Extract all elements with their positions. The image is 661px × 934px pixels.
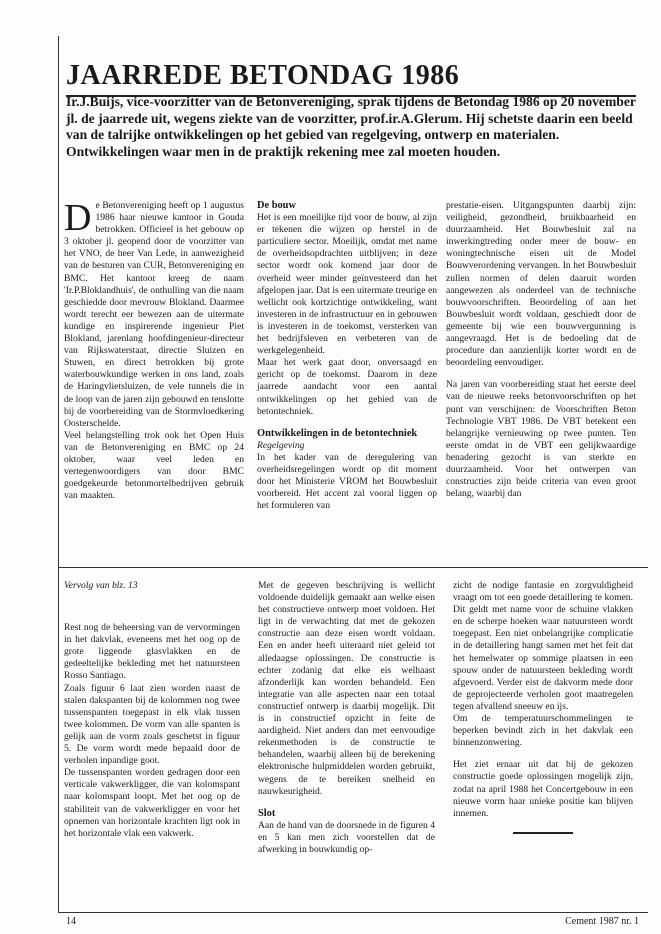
column-5: [258, 580, 435, 856]
paragraph: Na jaren van voorbereiding staat het eerste deel van de nieuwe reeks betonvoorschriften op het punt van verschijnen: de Voorschriften Beton Technologie VBT 1986. De VBT betekent een belangrijke vernieuwing op twee punten. Ten eerste omdat in de VBT een gelijkwaardige benadering gezocht is van sterkte en duurzaamheid. Voor het ontwerpen van constructies zijn beide criteria van even groot belang, waarbij dan: [446, 379, 636, 500]
article-title: JAARREDE BETONDAG 1986: [66, 59, 636, 97]
intro-paragraph: De Betonvereniging heeft op 1 augustus 1986 haar nieuwe kantoor in Gouda betrokken. Officieel is het gebouw op 3 oktober jl. geopend door de voorzitter van het VNO, de heer Van Lede, in aanwezigheid van de besturen van CUR, Betonvereniging en BMC. Het kantoor kreeg de naam 'Ir.P.Bloklandhuis', de onthulling van die naam geschiedde door mevrouw Blokland. Daarmee wordt terecht eer bewezen aan de uitermate kundige en inspirerende ingenieur Piet Blokland, jarenlang hoofdingenieur-directeur van Rijkswaterstaat, directie Sluizen en Stuwen, en direct betrokken bij grote waterbouwkundige werken in ons land, zoals de Haringvlietsluizen, de vele tunnels die in de loop van de jaren zijn gebouwd en tenslotte bij de voorbereiding van de Stormvloedkering Oosterschelde.: [64, 197, 244, 429]
paragraph: Rest nog de beheersing van de vervormingen in het dakvlak, eveneens met het oog op de grote liggende glasvlakken en de gedeeltelijke bekleding met het natuursteen Rosso Santiago.: [64, 622, 240, 682]
article-lead: Ir.J.Buijs, vice-voorzitter van de Betonvereniging, sprak tijdens de Betondag 1986 op 20 november jl. de jaarrede uit, wegens ziekte van de voorzitter, prof.ir.A.Glerum. Hij schetste daarin een beeld van de talrijke ontwikkelingen op het gebied van regelgeving, ontwerp en materialen. Ontwikkelingen waar men in de praktijk rekening mee zal moeten houden.: [66, 94, 636, 159]
section-heading-ontwikkelingen: Ontwikkelingen in de betontechniek: [257, 427, 418, 439]
paragraph: Aan de hand van de doorsnede in de figuren 4 en 5 kan men zich voorstellen dat de afwerking in bouwkundig op-: [258, 819, 435, 855]
section-divider: [58, 567, 648, 568]
paragraph: Veel belangstelling trok ook het Open Huis van de Betonvereniging en BMC op 24 oktober, waar veel leden en vertegenwoordigers van door BMC goedgekeurde betonmortelbedrijven gebruik van maakten.: [64, 429, 244, 502]
paragraph: De tussenspanten worden gedragen door een verticale vakwerkligger, die van kolomspant naar kolomspant loopt. Met het oog op de stabiliteit van de vakwerkligger en voor het opnemen van horizontale krachten ligt ook in het horizontale vlak een vakwerk.: [64, 767, 240, 839]
paragraph: prestatie-eisen. Uitgangspunten daarbij zijn: veiligheid, gezondheid, bruikbaarheid en duurzaamheid. Het Bouwbesluit zal na inwerkingtreding onder meer de bouw- en woningtechnische eisen uit de Model Bouwverordening vervangen. In het Bouwbesluit zullen normen of delen daaruit worden aangewezen als onderdeel van de technische bouwvoorschriften. Beoordeling of aan het Bouwbesluit wordt voldaan, geschiedt door de gemeente bij wie een bouwvergunning is aangevraagd. Het is de bedoeling dat de procedure dan aanzienlijk korter wordt en de beoordeling eenvoudiger.: [446, 200, 636, 369]
end-of-article-mark: [513, 832, 573, 834]
footer-rule: [58, 912, 648, 913]
paragraph: Om de temperatuurschommelingen te beperken bevindt zich in het dakvlak een binnenzonwering.: [453, 713, 633, 749]
publication-info: Cement 1987 nr. 1: [565, 916, 639, 927]
section-heading-de-bouw: De bouw: [257, 200, 296, 211]
paragraph: Het is een moeilijke tijd voor de bouw, al zijn er tekenen die wijzen op herstel in de particuliere sector. Moeilijk, omdat met name de overheidsopdrachten uitblijven; in deze sector wordt ook komend jaar door de overheid weer minder geïnvesteerd dan het afgelopen jaar. Dat is een uitermate treurige en wellicht ook kortzichtige ontwikkeling, want investeren in de infrastructuur en in gebouwen is investeren in de toekomst, versterken van het bedrijfsleven en verbeteren van de werkgelegenheid.: [257, 212, 437, 357]
column-4: [64, 580, 240, 840]
column-2: [257, 200, 437, 512]
paragraph: In het kader van de deregulering van overheidsregelingen wordt op dit moment door het Ministerie VROM het Bouwbesluit voorbereid. Het accent zal vooral liggen op het formuleren van: [257, 451, 437, 512]
section-heading-slot: Slot: [258, 807, 276, 819]
subheading-regelgeving: Regelgeving: [257, 439, 305, 451]
paragraph: Maar het werk gaat door, onversaagd en gericht op de toekomst. Daarom in deze jaarrede aandacht voor een aantal ontwikkelingen op het gebied van de betontechniek.: [257, 357, 437, 417]
column-1: [64, 197, 244, 502]
paragraph: zicht de nodige fantasie en zorgvuldigheid vraagt om tot een goede detaillering te komen. Dit geldt met name voor de schuine vlakken en de scherpe hoeken waar natuursteen wordt toegepast. Een niet onbelangrijke complicatie in de detaillering hangt samen met het feit dat het hemelwater op sommige plaatsen in een spouw onder de natuursteen bekleding wordt afgevoerd. Verder eist de dakvorm mede door de geprojecteerde verholen goot maatregelen tegen afvallend sneeuw en ijs.: [453, 580, 633, 712]
drop-cap: D: [64, 197, 92, 239]
continued-from-note: Vervolg van blz. 13: [64, 580, 138, 591]
paragraph: Het ziet ernaar uit dat bij de gekozen constructie goede oplossingen mogelijk zijn, zodat na april 1988 het Concertgebouw in een nieuwe vorm haar unieke positie kan blijven innemen.: [453, 759, 633, 819]
paragraph: Zoals figuur 6 laat zien worden naast de stalen dakspanten bij de kolommen nog twee tussenspanten toegepast in elk vlak tussen twee kolommen. De vorm van alle spanten is gelijk aan de vorm zoals geschetst in figuur 5. De vorm wordt mede bepaald door de verholen inpandige goot.: [64, 682, 240, 767]
paragraph: Met de gegeven beschrijving is wellicht voldoende duidelijk gemaakt aan welke eisen het constructieve ontwerp moet voldoen. Het ligt in de verwachting dat met de gekozen constructie aan deze eisen wordt voldaan. Een en ander heeft uiteraard niet geleid tot alledaagse oplossingen. De constructie is echter zodanig dat elke eis welhaast afzonderlijk kan worden behandeld. Een integratie van alle aspecten naar een totaal constructief ontwerp is daarbij mogelijk. Dit is in constructief opzicht in feite de aardigheid. Niet anders dan met eenvoudige rekenmethoden is de constructie te behandelen, waarbij alleen bij de berekening elektronische hulpmiddelen worden gebruikt, wegens de te bereiken snelheid en nauwkeurigheid.: [258, 580, 435, 797]
column-3: [446, 200, 636, 500]
page-number: 14: [66, 916, 76, 927]
column-6: [453, 580, 633, 834]
